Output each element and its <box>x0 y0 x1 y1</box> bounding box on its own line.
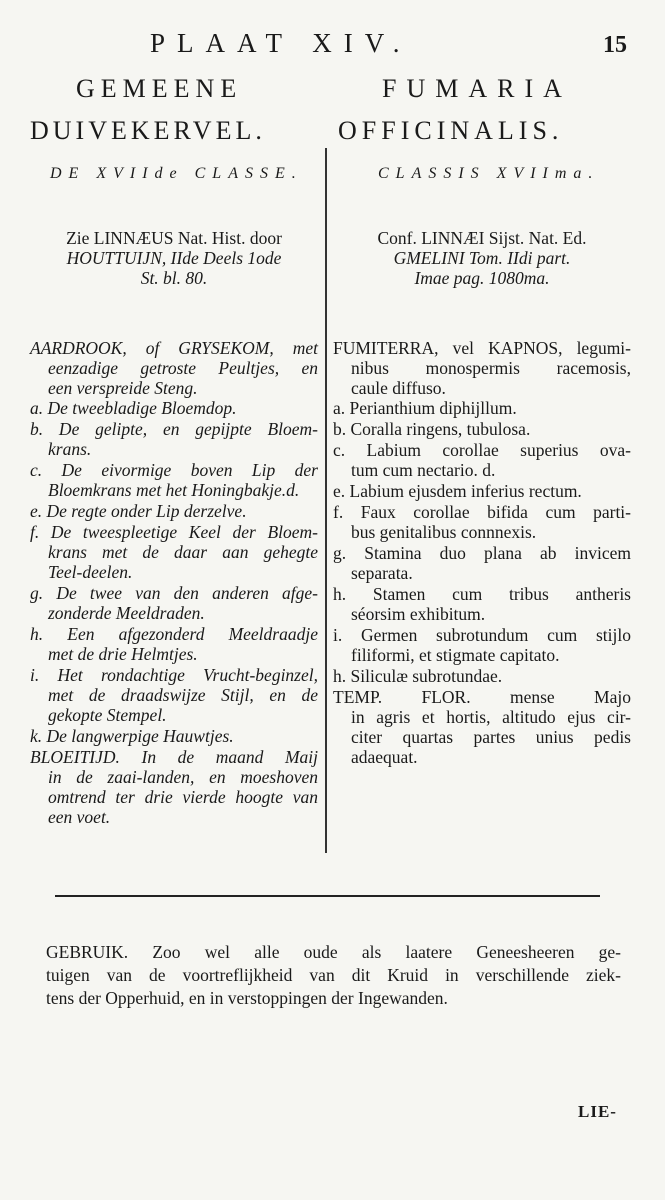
latin-description-line: c. Labium corollae superius ova- <box>333 440 631 460</box>
latin-description-line: séorsim exhibitum. <box>351 604 486 624</box>
dutch-description-line: AARDROOK, of GRYSEKOM, met <box>30 338 318 358</box>
latin-description-line: separata. <box>351 563 413 583</box>
column-divider <box>325 148 327 853</box>
latin-description-line: bus genitalibus connnexis. <box>351 522 537 542</box>
latin-description-line: FUMITERRA, vel KAPNOS, legumi- <box>333 338 631 358</box>
latin-description-line: TEMP. FLOR. mense Majo <box>333 687 631 707</box>
dutch-description-item <box>30 583 318 623</box>
dutch-ref-line: St. bl. 80. <box>140 268 208 288</box>
dutch-description-item <box>30 747 318 827</box>
dutch-description-line: een voet. <box>48 807 111 827</box>
dutch-description-item <box>30 522 318 582</box>
latin-description-item <box>333 687 631 767</box>
latin-ref-line: Imae pag. 1080ma. <box>414 268 550 288</box>
dutch-description-line: k. De langwerpige Hauwtjes. <box>30 726 234 746</box>
dutch-description-item <box>30 460 318 500</box>
latin-description-item <box>333 502 631 542</box>
latin-description-item <box>333 338 631 398</box>
latin-description-item <box>333 625 631 665</box>
latin-description-line: filiformi, et stigmate capitato. <box>351 645 560 665</box>
latin-description-item <box>333 440 631 480</box>
dutch-description-line: Bloemkrans met het Honingbakje.d. <box>48 480 300 500</box>
dutch-description-item <box>30 665 318 725</box>
latin-description-list <box>333 338 631 768</box>
dutch-description-line: in de zaai-landen, en moeshoven <box>48 767 318 787</box>
latin-description-item <box>333 419 631 439</box>
latin-description-item <box>333 481 631 501</box>
usage-paragraph <box>46 941 621 1010</box>
dutch-description-line: zonderde Meeldraden. <box>48 603 205 623</box>
latin-description-line: b. Coralla ringens, tubulosa. <box>333 419 531 439</box>
dutch-description-item <box>30 501 318 521</box>
dutch-description-line: krans met de daar aan gehegte <box>48 542 318 562</box>
usage-line: tuigen van de voortreflijkheid van dit Kruid in verschillende ziek- <box>46 965 621 985</box>
latin-description-line: nibus monospermis racemosis, <box>351 358 631 378</box>
dutch-description-item <box>30 338 318 398</box>
catchword: LIE- <box>578 1102 617 1121</box>
latin-description-line: g. Stamina duo plana ab invicem <box>333 543 631 563</box>
plate-title: PLAAT XIV. <box>150 28 412 58</box>
dutch-description-line: e. De regte onder Lip derzelve. <box>30 501 247 521</box>
dutch-description-line: f. De tweespleetige Keel der Bloem- <box>30 522 318 542</box>
dutch-description-item <box>30 398 318 418</box>
latin-name-line-1: FUMARIA <box>382 74 572 103</box>
dutch-description-line: g. De twee van den anderen afge- <box>30 583 318 603</box>
dutch-description-item <box>30 624 318 664</box>
latin-description-line: caule diffuso. <box>351 378 446 398</box>
dutch-description-line: h. Een afgezonderd Meeldraadje <box>30 624 318 644</box>
dutch-description-line: gekopte Stempel. <box>48 705 167 725</box>
dutch-description-item <box>30 726 318 746</box>
latin-description-line: i. Germen subrotundum cum stijlo <box>333 625 631 645</box>
dutch-description-line: BLOEITIJD. In de maand Maij <box>30 747 318 767</box>
latin-description-item <box>333 666 631 686</box>
latin-description-line: in agris et hortis, altitudo ejus cir- <box>351 707 631 727</box>
latin-description-item <box>333 398 631 418</box>
latin-ref-line: Conf. LINNÆI Sijst. Nat. Ed. <box>377 228 587 248</box>
dutch-description-line: Teel-deelen. <box>48 562 133 582</box>
dutch-description-line: omtrend ter drie vierde hoogte van <box>48 787 318 807</box>
latin-reference <box>333 228 631 288</box>
latin-class-label: CLASSIS XVIIma. <box>378 165 600 182</box>
latin-ref-line: GMELINI Tom. IIdi part. <box>393 248 571 268</box>
dutch-description-line: eenzadige getroste Peultjes, en <box>48 358 318 378</box>
dutch-class-label: DE XVIIde CLASSE. <box>50 165 303 182</box>
dutch-description-line: met de drie Helmtjes. <box>48 644 198 664</box>
dutch-ref-line: HOUTTUIJN, IIde Deels 1ode <box>66 248 282 268</box>
latin-description-line: adaequat. <box>351 747 418 767</box>
dutch-description-line: c. De eivormige boven Lip der <box>30 460 318 480</box>
dutch-description-item <box>30 419 318 459</box>
latin-description-line: h. Stamen cum tribus antheris <box>333 584 631 604</box>
latin-description-line: citer quartas partes unius pedis <box>351 727 631 747</box>
latin-description-line: tum cum nectario. d. <box>351 460 496 480</box>
dutch-description-list <box>30 338 318 828</box>
latin-description-item <box>333 543 631 583</box>
dutch-description-line: krans. <box>48 439 92 459</box>
latin-name-line-2: OFFICINALIS. <box>338 116 564 145</box>
latin-description-line: a. Perianthium diphijllum. <box>333 398 517 418</box>
dutch-description-line: b. De gelipte, en gepijpte Bloem- <box>30 419 318 439</box>
usage-line: tens der Opperhuid, en in verstoppingen der Ingewanden. <box>46 988 448 1008</box>
dutch-description-line: met de draadswijze Stijl, en de <box>48 685 318 705</box>
latin-description-item <box>333 584 631 624</box>
latin-description-line: h. Siliculæ subrotundae. <box>333 666 503 686</box>
horizontal-rule <box>55 895 600 897</box>
dutch-ref-line: Zie LINNÆUS Nat. Hist. door <box>66 228 282 248</box>
dutch-description-line: een verspreide Steng. <box>48 378 198 398</box>
dutch-description-line: a. De tweebladige Bloemdop. <box>30 398 237 418</box>
latin-description-line: e. Labium ejusdem inferius rectum. <box>333 481 582 501</box>
dutch-description-line: i. Het rondachtige Vrucht-beginzel, <box>30 665 318 685</box>
dutch-name-line-1: GEMEENE <box>76 74 243 103</box>
latin-description-line: f. Faux corollae bifida cum parti- <box>333 502 631 522</box>
page-number: 15 <box>603 32 627 58</box>
dutch-name-line-2: DUIVEKERVEL. <box>30 116 266 145</box>
usage-line: GEBRUIK. Zoo wel alle oude als laatere Geneesheeren ge- <box>46 942 621 962</box>
dutch-reference <box>30 228 318 288</box>
